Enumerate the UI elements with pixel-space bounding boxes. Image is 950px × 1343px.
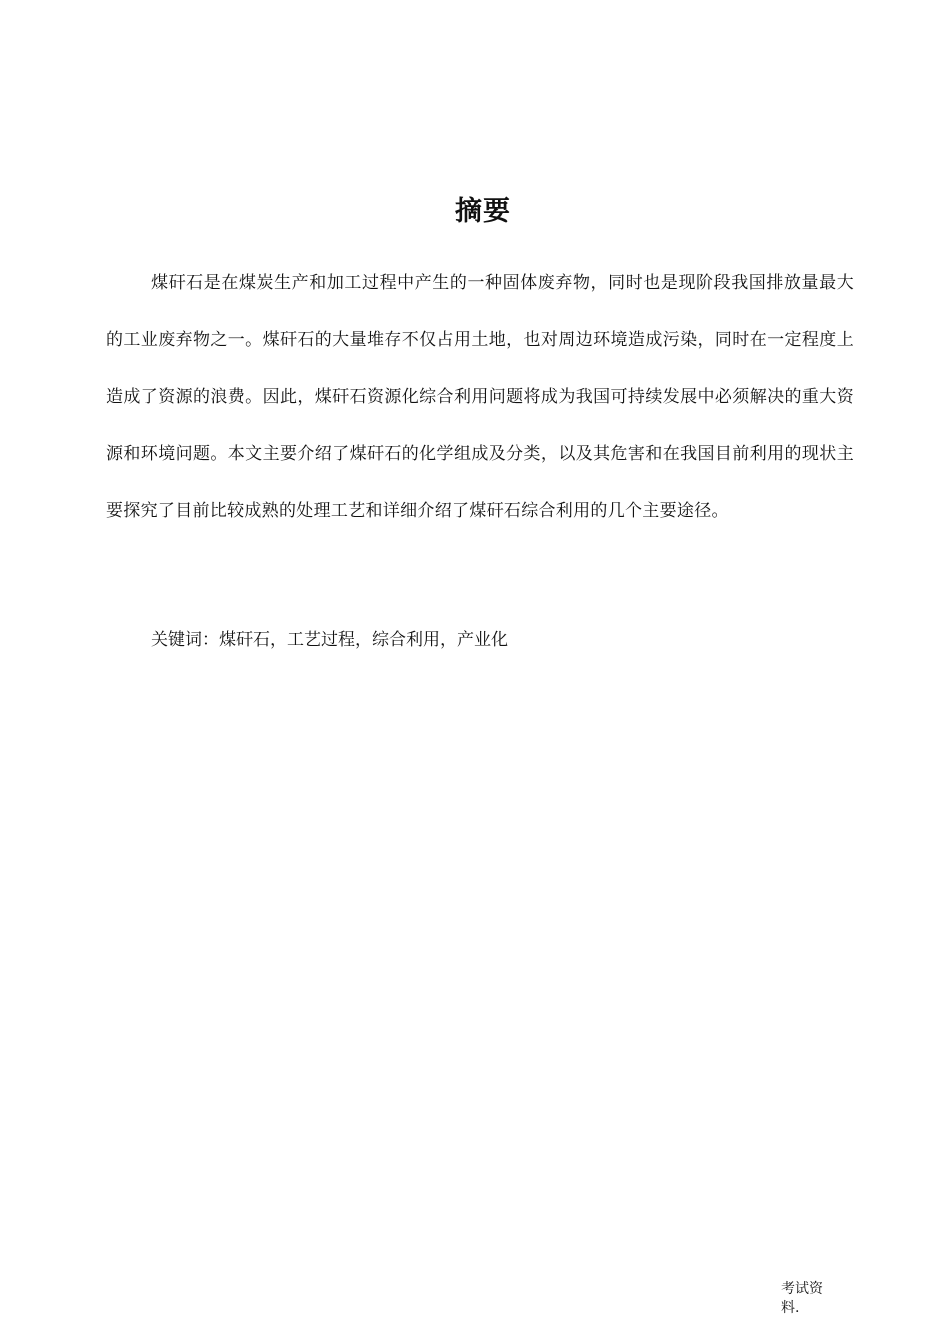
footer-note: 考试资料. <box>781 1281 823 1316</box>
keywords-line <box>151 625 508 655</box>
keywords-text: 煤矸石，工艺过程，综合利用，产业化 <box>219 630 508 650</box>
abstract-paragraph: 煤矸石是在煤炭生产和加工过程中产生的一种固体废弃物，同时也是现阶段我国排放量最大的工业废弃物之一。煤矸石的大量堆存不仅占用土地，也对周边环境造成污染，同时在一定程度上造成了资源的浪费。因此，煤矸石资源化综合利用问题将成为我国可持续发展中必须解决的重大资源和环境问题。本文主要介绍了煤矸石的化学组成及分类，以及其危害和在我国目前利用的现状主要探究了目前比较成熟的处理工艺和详细介绍了煤矸石综合利用的几个主要途径。 <box>106 273 854 521</box>
keywords-label: 关键词： <box>151 630 219 650</box>
page-title: 摘要 <box>455 196 511 227</box>
